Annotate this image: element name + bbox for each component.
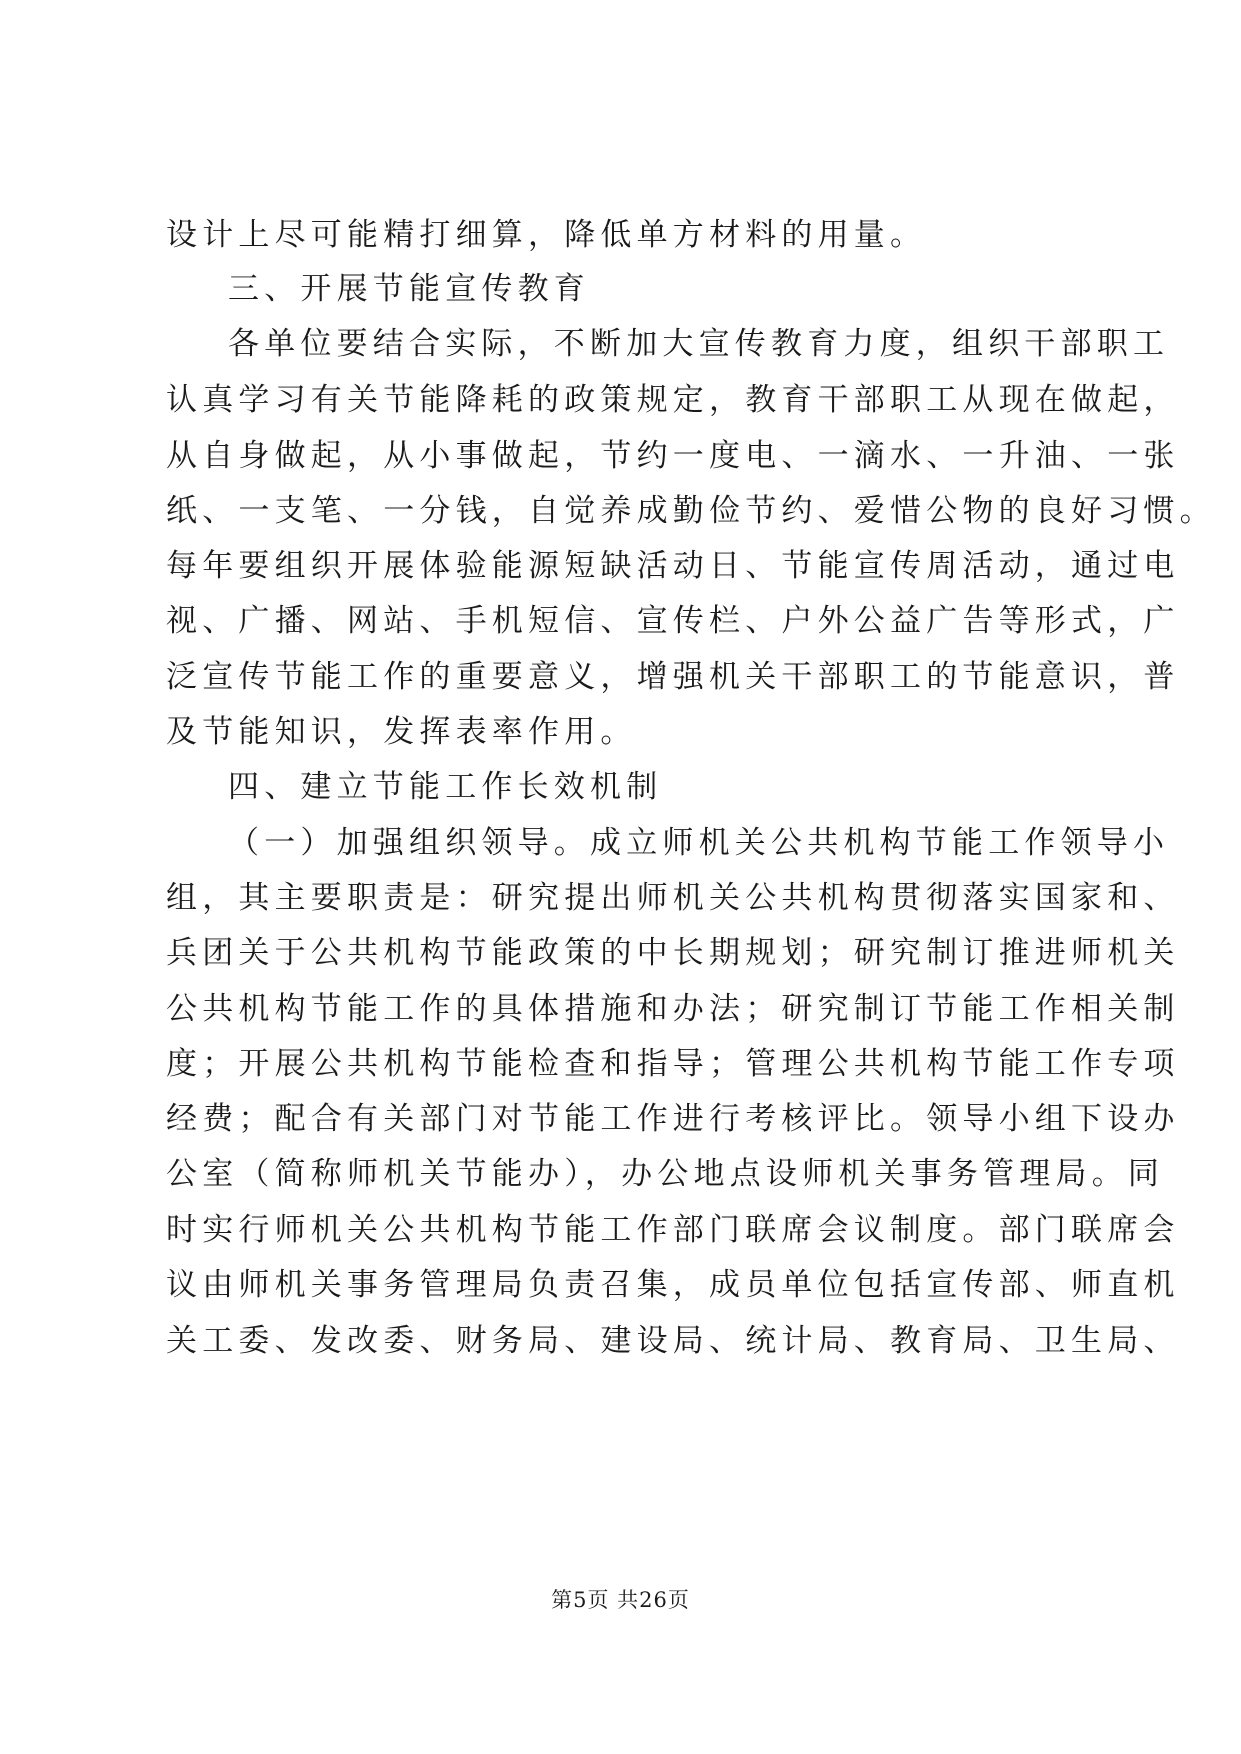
paragraph-line: 议由师机关事务管理局负责召集，成员单位包括宣传部、师直机 xyxy=(166,1267,1180,1303)
paragraph-line: 视、广播、网站、手机短信、宣传栏、户外公益广告等形式，广 xyxy=(166,603,1180,639)
paragraph-line: 泛宣传节能工作的重要意义，增强机关干部职工的节能意识，普 xyxy=(166,659,1180,695)
paragraph-line: 度；开展公共机构节能检查和指导；管理公共机构节能工作专项 xyxy=(166,1046,1180,1082)
paragraph-line: 关工委、发改委、财务局、建设局、统计局、教育局、卫生局、 xyxy=(166,1323,1180,1359)
paragraph-line: 公共机构节能工作的具体措施和办法；研究制订节能工作相关制 xyxy=(166,991,1180,1027)
paragraph-line: 时实行师机关公共机构节能工作部门联席会议制度。部门联席会 xyxy=(166,1212,1180,1248)
paragraph-line: 经费；配合有关部门对节能工作进行考核评比。领导小组下设办 xyxy=(166,1101,1180,1137)
paragraph-line: 公室（简称师机关节能办），办公地点设师机关事务管理局。同 xyxy=(166,1156,1165,1192)
paragraph-line: 兵团关于公共机构节能政策的中长期规划；研究制订推进师机关 xyxy=(166,935,1180,971)
paragraph-line: 组，其主要职责是：研究提出师机关公共机构贯彻落实国家和、 xyxy=(166,880,1180,916)
section-heading: 四、建立节能工作长效机制 xyxy=(228,769,663,805)
paragraph-line: 从自身做起，从小事做起，节约一度电、一滴水、一升油、一张 xyxy=(166,438,1180,474)
paragraph-line: 各单位要结合实际，不断加大宣传教育力度，组织干部职工 xyxy=(228,326,1170,362)
paragraph-line: 每年要组织开展体验能源短缺活动日、节能宣传周活动，通过电 xyxy=(166,548,1180,584)
section-heading: 三、开展节能宣传教育 xyxy=(228,271,590,307)
paragraph-line: 纸、一支笔、一分钱，自觉养成勤俭节约、爱惜公物的良好习惯。 xyxy=(166,493,1216,529)
paragraph-line: 及节能知识，发挥表率作用。 xyxy=(166,714,637,750)
paragraph-line: （一）加强组织领导。成立师机关公共机构节能工作领导小 xyxy=(228,825,1170,861)
paragraph-line: 设计上尽可能精打细算，降低单方材料的用量。 xyxy=(166,217,927,253)
page-number-footer: 第5页 共26页 xyxy=(551,1588,690,1612)
paragraph-line: 认真学习有关节能降耗的政策规定，教育干部职工从现在做起， xyxy=(166,382,1180,418)
